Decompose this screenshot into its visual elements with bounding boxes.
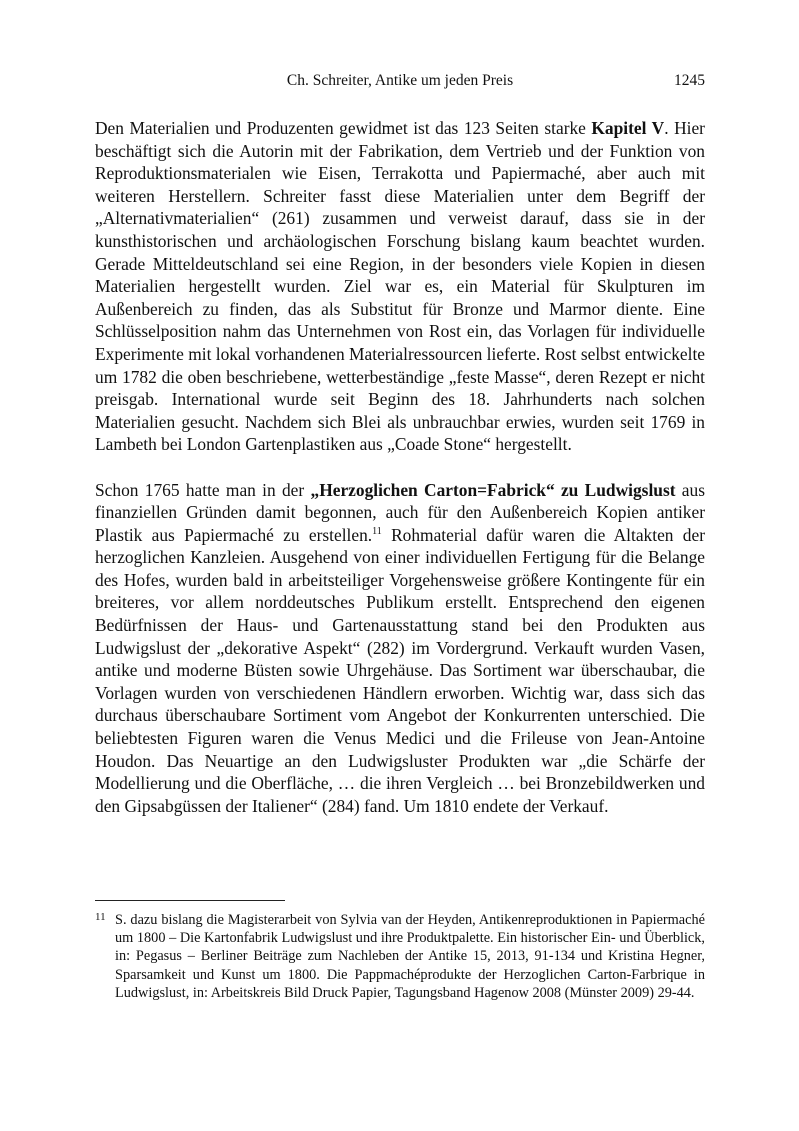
paragraph-text: Schon 1765 hatte man in der <box>95 479 311 500</box>
paragraph-text: Rohmaterial dafür waren die Altakten der herzoglichen Kanzleien. Ausgehend von einer individuellen Fertigung für die Belange des Hofes, wurden bald in arbeitsteiliger Vorgehensweise größere Kontingente für ein breiteres, vor allem norddeutsches Publikum erstellt. Entsprechend den eigenen Bedürfnissen der Haus- und Gartenausstattung stand bei den Produkten aus Ludwigslust der „dekorative Aspekt“ (282) im Vordergrund. Verkauft wurden Vasen, antike und moderne Büsten sowie Uhrgehäuse. Das Sortiment war überschaubar, die Vorlagen wurden von verschiedenen Händlern erworben. Wichtig war, dass sich das durchaus überschaubare Sortiment vom Angebot der Konkurrenten unterschied. Die beliebtesten Figuren waren die Venus Medici und die Frileuse von Jean-Antoine Houdon. Das Neuartige an den Ludwigsluster Produkten war „die Schärfe der Modellierung und die Oberfläche, … die ihren Vergleich … bei Bronzebildwerken und den Gipsabgüssen der Italiener“ (284) fand. Um 1810 endete der Verkauf. <box>95 524 705 816</box>
footnote-text: S. dazu bislang die Magisterarbeit von Sylvia van der Heyden, Antikenreproduktionen in Papiermaché um 1800 – Die Kartonfabrik Ludwigslust und ihre Produktpalette. Ein historischer Ein- und Überblick, in: Pegasus – Berliner Beiträge zum Nachleben der Antike 15, 2013, 91-134 und Kristina Hegner, Sparsamkeit und Kunst um 1800. Die Pappmachéprodukte der Herzoglichen Carton-Farbrique in Ludwigslust, in: Arbeitskreis Bild Druck Papier, Tagungsband Hagenow 2008 (Münster 2009) 29-44. <box>115 912 705 1001</box>
factory-name: „Herzoglichen Carton=Fabrick“ zu Ludwigslust <box>310 479 676 500</box>
footnote-reference[interactable]: 11 <box>372 525 382 537</box>
body-text <box>95 117 705 817</box>
footnote-divider <box>95 900 285 901</box>
footnote <box>95 911 705 1002</box>
footnote-number: 11 <box>95 911 106 923</box>
paragraph-ludwigslust <box>95 479 705 818</box>
paragraph-text: aus finanziellen Gründen damit begonnen, auch für den Außenbereich Kopien antiker Plastik aus Papiermaché zu erstellen. <box>95 479 705 545</box>
page-number: 1245 <box>674 72 705 89</box>
paragraph-materials <box>95 117 705 456</box>
chapter-reference: Kapitel V <box>591 118 665 138</box>
running-title: Ch. Schreiter, Antike um jeden Preis <box>286 72 514 89</box>
paragraph-text: . Hier beschäftigt sich die Autorin mit der Fabrikation, dem Vertrieb und der Funktion von Reproduktionsmaterialen wie Eisen, Terrakotta und Papiermaché, aber auch mit weiteren Herstellern. Schreiter fasst diese Materialien unter dem Begriff der „Alternativmaterialien“ (261) zusammen und verweist darauf, dass sie in der kunsthistorischen und archäologischen Forschung bislang kaum beachtet wurden. Gerade Mitteldeutschland sei eine Region, in der besonders viele Kopien in diesen Materialien hergestellt wurden. Ziel war es, ein Material für Skulpturen im Außenbereich zu finden, das als Substitut für Bronze und Marmor diente. Eine Schlüsselposition nahm das Unternehmen von Rost ein, das Vorlagen für individuelle Experimente mit lokal vorhandenen Materialressourcen lieferte. Rost selbst entwickelte um 1782 die oben beschriebene, wetterbeständige „feste Masse“, deren Rezept er nicht preisgab. International wurde seit Beginn des 18. Jahrhunderts nach solchen Materialien gesucht. Nachdem sich Blei als unbrauchbar erwies, wurden seit 1769 in Lambeth bei London Gartenplastiken aus „Coade Stone“ hergestellt. <box>95 118 705 455</box>
paragraph-text: Den Materialien und Produzenten gewidmet ist das 123 Seiten starke <box>95 118 592 138</box>
running-head <box>95 72 705 94</box>
